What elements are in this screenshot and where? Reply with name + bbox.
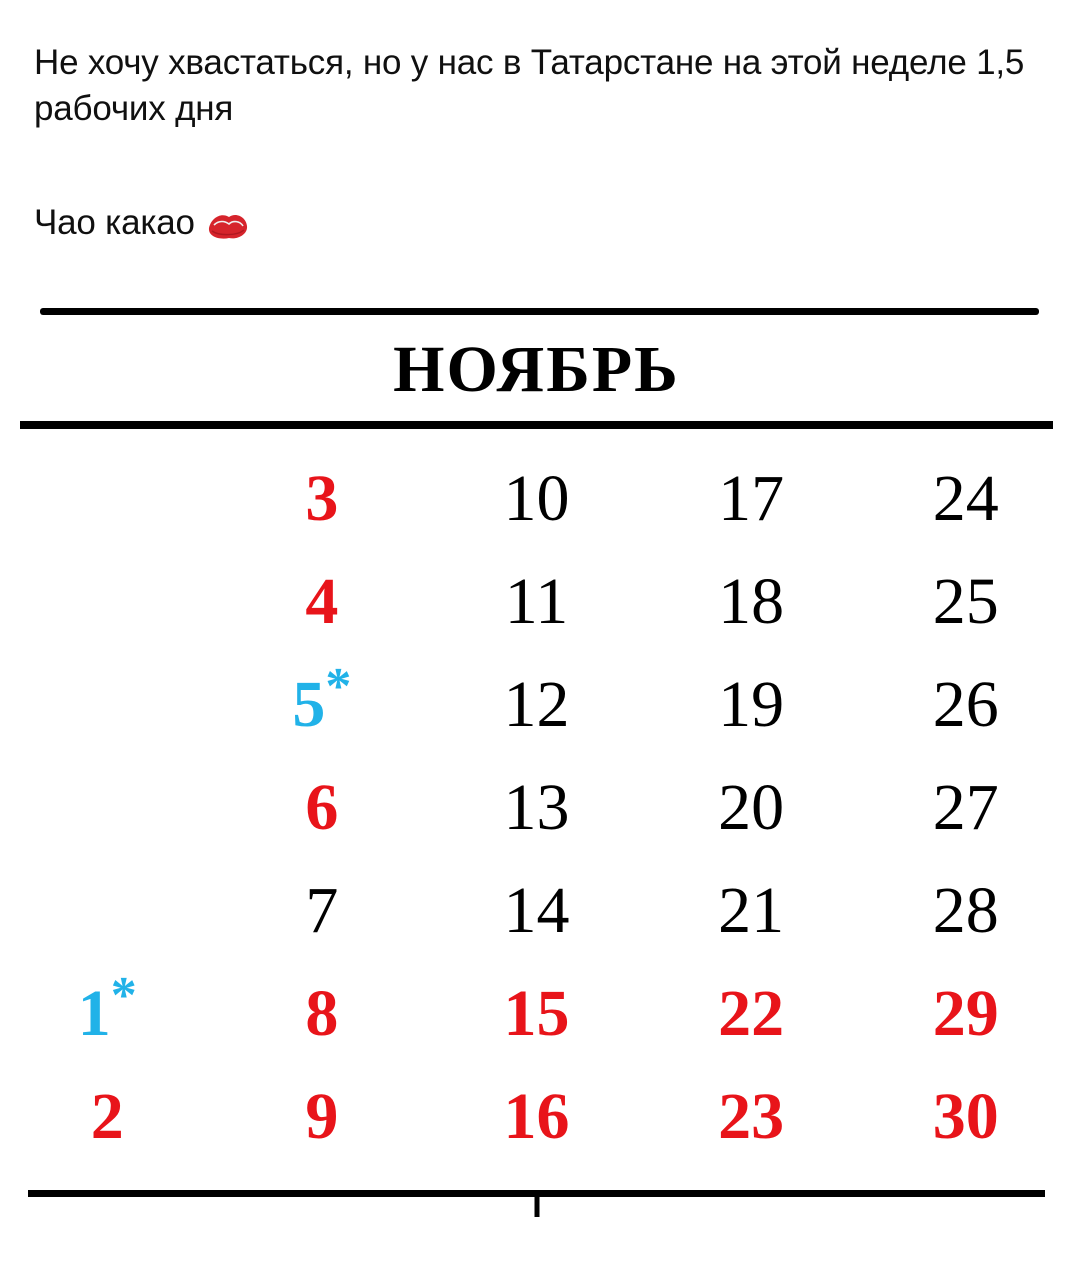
calendar-tick-mark xyxy=(534,1197,539,1217)
calendar-week-row xyxy=(0,859,1073,962)
calendar-day-cell: 25 xyxy=(932,564,999,638)
calendar-day-cell: 16 xyxy=(503,1079,570,1153)
calendar-day-cell: 11 xyxy=(504,564,569,638)
calendar-day-asterisk: * xyxy=(325,657,352,715)
post-text-block xyxy=(0,0,1073,246)
calendar-day-cell: 29 xyxy=(932,976,999,1050)
calendar-week-row xyxy=(0,756,1073,859)
calendar-day-asterisk: * xyxy=(110,966,137,1024)
calendar-day-cell: 18 xyxy=(718,564,785,638)
kiss-mark-emoji xyxy=(205,208,251,242)
calendar-day-cell: 20 xyxy=(718,770,785,844)
calendar-top-rule xyxy=(40,308,1039,315)
calendar-day-cell: 4 xyxy=(305,564,339,638)
calendar-day-cell: 22 xyxy=(718,976,785,1050)
calendar-day-cell: 8 xyxy=(305,976,339,1050)
calendar-week-row xyxy=(0,962,1073,1065)
calendar-footer xyxy=(0,1190,1073,1197)
calendar-day-cell: 15 xyxy=(503,976,570,1050)
post-paragraph-1: Не хочу хвастаться, но у нас в Татарстане на этой неделе 1,5 рабочих дня xyxy=(34,43,1025,128)
calendar-month-title: НОЯБРЬ xyxy=(393,333,680,406)
calendar-day-cell: 5* xyxy=(292,657,352,741)
calendar-day-cell: 10 xyxy=(503,461,570,535)
calendar-bottom-rule xyxy=(28,1190,1045,1197)
calendar-day-cell: 21 xyxy=(718,873,785,947)
calendar-day-cell: 6 xyxy=(305,770,339,844)
calendar-header-rule xyxy=(20,421,1053,429)
calendar-day-cell: 9 xyxy=(305,1079,339,1153)
calendar-day-cell: 14 xyxy=(503,873,570,947)
calendar-day-cell: 27 xyxy=(932,770,999,844)
calendar-day-cell: 17 xyxy=(718,461,785,535)
calendar-day-cell: 19 xyxy=(718,667,785,741)
calendar-card xyxy=(0,308,1073,1197)
calendar-day-cell: 13 xyxy=(503,770,570,844)
calendar-day-cell: 2 xyxy=(90,1079,124,1153)
calendar-day-cell: 24 xyxy=(932,461,999,535)
calendar-day-cell: 12 xyxy=(503,667,570,741)
calendar-day-cell: 26 xyxy=(932,667,999,741)
calendar-day-cell: 23 xyxy=(718,1079,785,1153)
calendar-day-cell: 1* xyxy=(77,966,137,1050)
calendar-week-row xyxy=(0,550,1073,653)
post-paragraph-2: Чао какао xyxy=(34,203,195,242)
calendar-day-cell: 7 xyxy=(305,873,339,947)
calendar-week-row xyxy=(0,447,1073,550)
calendar-day-cell: 30 xyxy=(932,1079,999,1153)
calendar-days-grid xyxy=(0,429,1073,1178)
post-paragraph-2-row xyxy=(34,200,1039,246)
calendar-day-cell: 3 xyxy=(305,461,339,535)
calendar-day-cell: 28 xyxy=(932,873,999,947)
calendar-week-row xyxy=(0,1065,1073,1168)
calendar-week-row xyxy=(0,653,1073,756)
